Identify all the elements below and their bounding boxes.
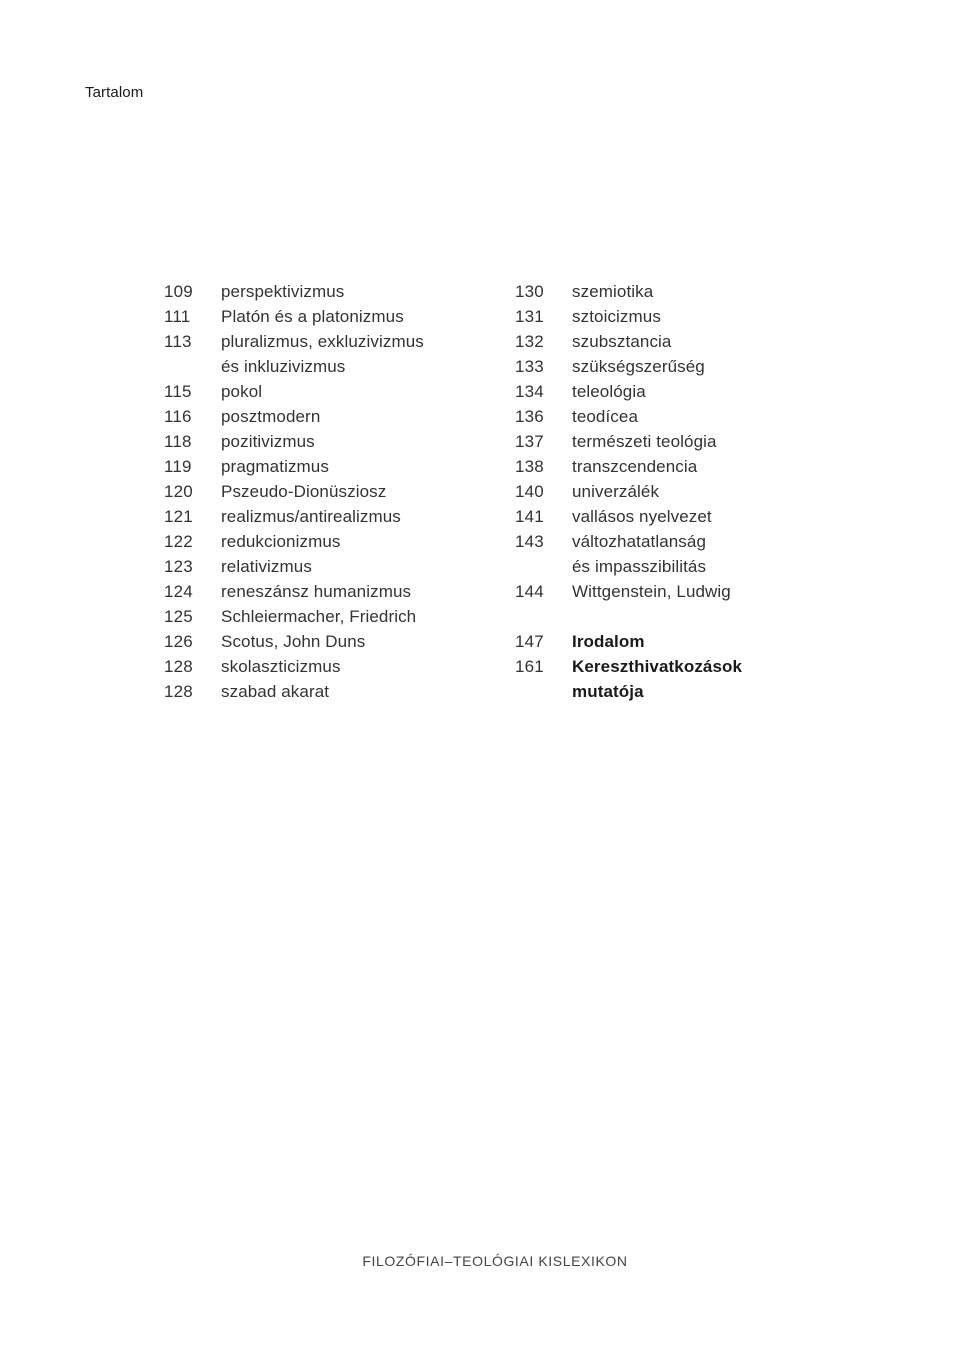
toc-entry[interactable] [515, 304, 835, 329]
toc-entry-title: sztoicizmus [572, 307, 661, 326]
toc-entry[interactable] [164, 529, 484, 554]
running-footer: FILOZÓFIAI–TEOLÓGIAI KISLEXIKON [362, 1253, 628, 1269]
toc-entry[interactable] [515, 479, 835, 504]
toc-entry-title: teleológia [572, 382, 646, 401]
toc-entry[interactable] [515, 454, 835, 479]
toc-page-number: 147 [515, 632, 544, 651]
toc-page-number: 122 [164, 532, 193, 551]
toc-page-number: 136 [515, 407, 544, 426]
toc-entry[interactable] [164, 504, 484, 529]
toc-page-number: 120 [164, 482, 193, 501]
toc-page-number: 130 [515, 282, 544, 301]
toc-entry-title-continued: és impasszibilitás [572, 557, 707, 576]
toc-entry-bibliography[interactable] [515, 629, 835, 654]
toc-entry-title: reneszánsz humanizmus [221, 582, 412, 601]
toc-page-number: 119 [164, 457, 192, 476]
toc-page-number: 128 [164, 682, 193, 701]
toc-entry[interactable] [515, 529, 835, 579]
toc-entry-title: vallásos nyelvezet [572, 507, 712, 526]
toc-entry[interactable] [515, 579, 835, 604]
toc-entry[interactable] [515, 404, 835, 429]
toc-entry-title: pozitivizmus [221, 432, 315, 451]
toc-entry[interactable] [515, 279, 835, 304]
toc-entry[interactable] [164, 404, 484, 429]
toc-page-number: 126 [164, 632, 193, 651]
toc-entry-title: pluralizmus, exkluzivizmus [221, 332, 424, 351]
toc-entry[interactable] [164, 379, 484, 404]
toc-entry[interactable] [164, 604, 484, 629]
toc-page-number: 143 [515, 532, 544, 551]
toc-page-number: 113 [164, 332, 192, 351]
toc-entry-title: Scotus, John Duns [221, 632, 366, 651]
toc-entry[interactable] [164, 304, 484, 329]
toc-entry-title: skolaszticizmus [221, 657, 341, 676]
section-spacer [515, 604, 835, 629]
toc-entry-title: változhatatlanság [572, 532, 707, 551]
toc-page-number: 161 [515, 657, 544, 676]
toc-column-right [515, 279, 835, 704]
toc-page-number: 133 [515, 357, 544, 376]
toc-entry[interactable] [515, 379, 835, 404]
toc-page-number: 138 [515, 457, 544, 476]
toc-entry-title: teodícea [572, 407, 639, 426]
toc-page-number: 128 [164, 657, 193, 676]
toc-entry-title: szubsztancia [572, 332, 672, 351]
toc-entry[interactable] [164, 554, 484, 579]
toc-entry[interactable] [164, 579, 484, 604]
toc-entry-title: Schleiermacher, Friedrich [221, 607, 417, 626]
toc-page-number: 121 [164, 507, 193, 526]
toc-page-number: 109 [164, 282, 193, 301]
toc-entry-title: posztmodern [221, 407, 321, 426]
toc-page-number: 132 [515, 332, 544, 351]
toc-column-left [164, 279, 484, 704]
toc-entry-title-continued: mutatója [572, 682, 644, 701]
toc-entry-title: szabad akarat [221, 682, 330, 701]
toc-entry[interactable] [164, 429, 484, 454]
toc-page-number: 123 [164, 557, 193, 576]
toc-page-number: 131 [515, 307, 544, 326]
toc-page-number: 141 [515, 507, 544, 526]
toc-page-number: 137 [515, 432, 544, 451]
toc-page-number: 124 [164, 582, 193, 601]
toc-entry-title-continued: és inkluzivizmus [221, 357, 346, 376]
toc-page-number: 125 [164, 607, 193, 626]
toc-entry[interactable] [164, 479, 484, 504]
toc-page-number: 118 [164, 432, 192, 451]
toc-entry-title: Platón és a platonizmus [221, 307, 404, 326]
toc-entry[interactable] [164, 329, 484, 379]
toc-entry-title: perspektivizmus [221, 282, 345, 301]
toc-page-number: 134 [515, 382, 544, 401]
toc-page-number: 144 [515, 582, 544, 601]
toc-entry-cross-reference-index[interactable] [515, 654, 835, 704]
toc-entry[interactable] [515, 504, 835, 529]
page-title: Tartalom [85, 84, 144, 101]
toc-entry[interactable] [164, 654, 484, 679]
toc-entry-title: Kereszthivatkozások [572, 657, 743, 676]
toc-entry[interactable] [164, 454, 484, 479]
toc-page-number: 111 [164, 307, 191, 326]
toc-entry[interactable] [164, 679, 484, 704]
toc-entry-title: természeti teológia [572, 432, 717, 451]
toc-entry-title: szükségszerűség [572, 357, 705, 376]
toc-entry[interactable] [164, 629, 484, 654]
toc-page-number: 115 [164, 382, 192, 401]
toc-entry[interactable] [515, 329, 835, 354]
toc-entry-title: szemiotika [572, 282, 654, 301]
toc-entry[interactable] [164, 279, 484, 304]
toc-entry-title: redukcionizmus [221, 532, 341, 551]
toc-page-number: 140 [515, 482, 544, 501]
toc-entry[interactable] [515, 354, 835, 379]
toc-entry-title: Wittgenstein, Ludwig [572, 582, 731, 601]
toc-entry-title: Irodalom [572, 632, 645, 651]
toc-entry-title: transzcendencia [572, 457, 698, 476]
toc-entry[interactable] [515, 429, 835, 454]
toc-entry-title: pokol [221, 382, 263, 401]
toc-entry-title: pragmatizmus [221, 457, 329, 476]
toc-page-number: 116 [164, 407, 192, 426]
toc-entry-title: univerzálék [572, 482, 660, 501]
toc-entry-title: relativizmus [221, 557, 312, 576]
toc-entry-title: Pszeudo-Dionüsziosz [221, 482, 387, 501]
toc-entry-title: realizmus/antirealizmus [221, 507, 401, 526]
